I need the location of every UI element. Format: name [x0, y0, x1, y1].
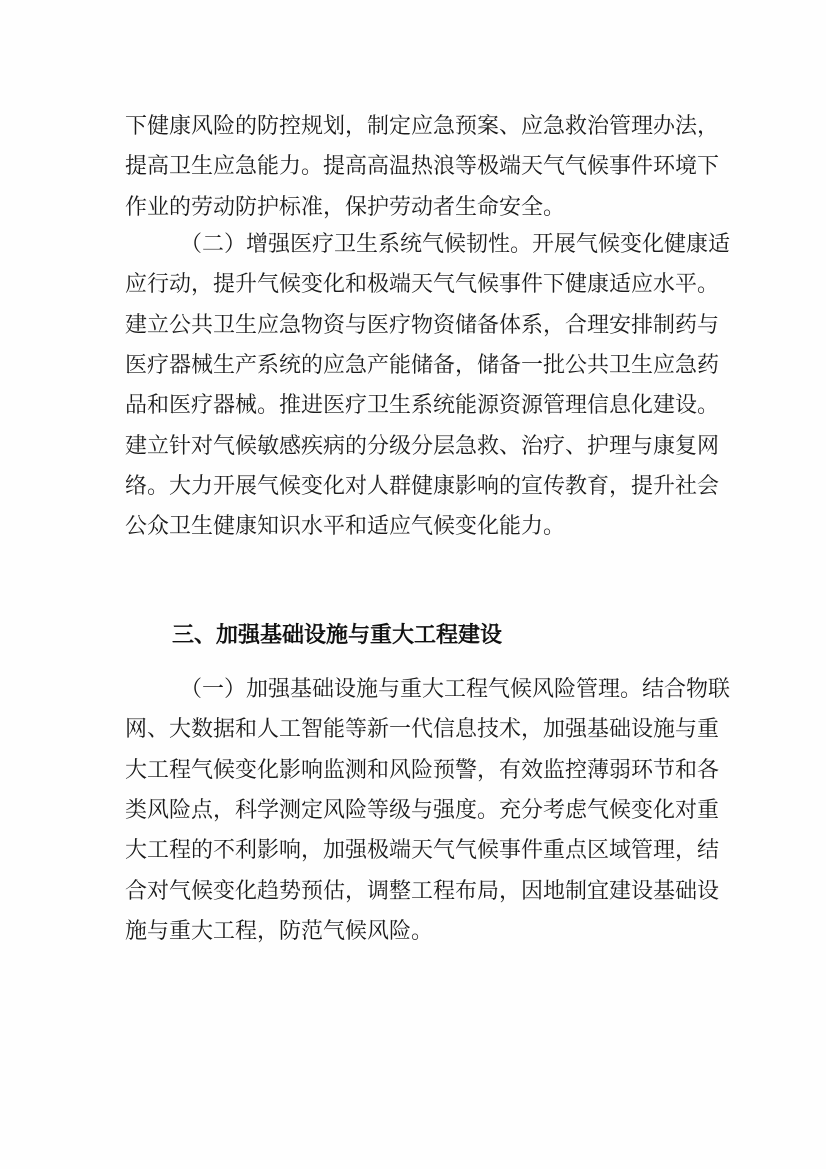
text-line: 建立公共卫生应急物资与医疗物资储备体系，合理安排制药与: [125, 313, 720, 338]
text-line: 医疗器械生产系统的应急产能储备，储备一批公共卫生应急药: [125, 353, 720, 378]
text-line: 建立针对气候敏感疾病的分级分层急救、治疗、护理与康复网: [125, 434, 720, 459]
text-line: 络。大力开展气候变化对人群健康影响的宣传教育，提升社会: [125, 474, 720, 499]
text-line: 提高卫生应急能力。提高高温热浪等极端天气气候事件环境下: [125, 154, 720, 179]
text-line: 大工程气候变化影响监测和风险预警，有效监控薄弱环节和各: [125, 758, 720, 783]
text-line: （二）增强医疗卫生系统气候韧性。开展气候变化健康适: [180, 232, 731, 257]
text-line: 品和医疗器械。推进医疗卫生系统能源资源管理信息化建设。: [125, 393, 720, 418]
text-line: 施与重大工程，防范气候风险。: [125, 919, 434, 944]
text-line: 应行动，提升气候变化和极端天气气候事件下健康适应水平。: [125, 272, 720, 297]
text-line: 类风险点，科学测定风险等级与强度。充分考虑气候变化对重: [125, 798, 720, 823]
section-heading: 三、加强基础设施与重大工程建设: [172, 623, 503, 648]
text-line: 下健康风险的防控规划，制定应急预案、应急救治管理办法，: [125, 114, 720, 139]
text-line: 大工程的不利影响，加强极端天气气候事件重点区域管理，结: [125, 838, 720, 863]
text-line: 网、大数据和人工智能等新一代信息技术，加强基础设施与重: [125, 717, 720, 742]
text-line: 合对气候变化趋势预估，调整工程布局，因地制宜建设基础设: [125, 879, 720, 904]
text-line: （一）加强基础设施与重大工程气候风险管理。结合物联: [180, 677, 731, 702]
text-line: 公众卫生健康知识水平和适应气候变化能力。: [125, 514, 566, 539]
text-line: 作业的劳动防护标准，保护劳动者生命安全。: [125, 195, 566, 220]
